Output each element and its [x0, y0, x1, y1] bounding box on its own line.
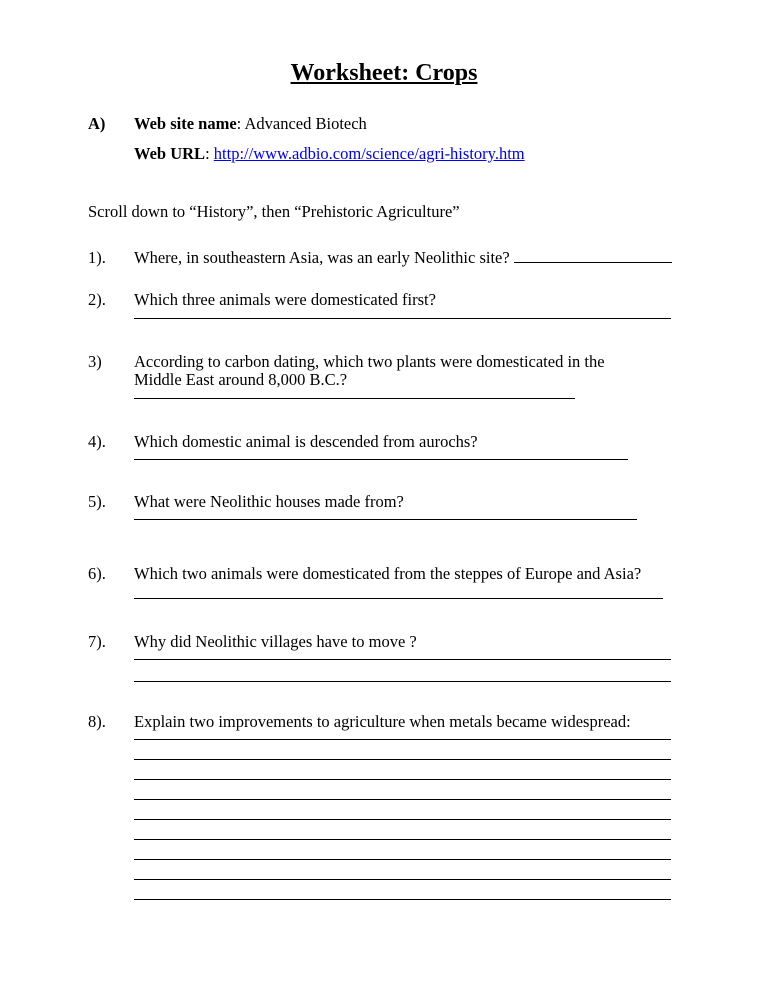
answer-8-line-9[interactable] — [134, 899, 671, 900]
question-8-text: Explain two improvements to agriculture when metals became widespread: — [134, 712, 631, 731]
answer-8-line-7[interactable] — [134, 859, 671, 860]
question-3-number: 3) — [88, 352, 102, 371]
question-6-text: Which two animals were domesticated from the steppes of Europe and Asia? — [134, 564, 642, 583]
answer-8-line-8[interactable] — [134, 879, 671, 880]
worksheet-title: Worksheet: Crops — [290, 60, 478, 86]
question-2-text: Which three animals were domesticated first? — [134, 290, 436, 309]
answer-1-blank[interactable] — [514, 248, 672, 263]
web-url-link[interactable]: http://www.adbio.com/science/agri-history.htm — [213, 144, 525, 163]
question-6-number: 6). — [88, 564, 106, 583]
web-url-separator: : — [205, 144, 214, 163]
answer-8-line-5[interactable] — [134, 819, 671, 820]
answer-2-line[interactable] — [134, 318, 671, 319]
question-4-number: 4). — [88, 432, 106, 451]
question-2-number: 2). — [88, 290, 106, 309]
question-5-number: 5). — [88, 492, 106, 511]
instruction-text: Scroll down to “History”, then “Prehistoric Agriculture” — [88, 202, 460, 221]
question-5-text: What were Neolithic houses made from? — [134, 492, 404, 511]
question-4-text: Which domestic animal is descended from aurochs? — [134, 432, 478, 451]
answer-8-line-4[interactable] — [134, 799, 671, 800]
question-1 — [134, 248, 672, 268]
site-name-label: Web site name — [134, 114, 237, 133]
answer-8-line-2[interactable] — [134, 759, 671, 760]
site-name-value: : Advanced Biotech — [236, 114, 367, 133]
answer-7-line-1[interactable] — [134, 659, 671, 660]
section-a-label: A) — [88, 114, 106, 133]
web-url-label: Web URL — [134, 144, 206, 163]
answer-6-line[interactable] — [134, 598, 663, 599]
question-1-text: Where, in southeastern Asia, was an early Neolithic site? — [134, 248, 510, 267]
question-3-text-line2: Middle East around 8,000 B.C.? — [134, 370, 348, 389]
answer-8-line-3[interactable] — [134, 779, 671, 780]
answer-3-line[interactable] — [134, 398, 575, 399]
question-8-number: 8). — [88, 712, 106, 731]
answer-7-line-2[interactable] — [134, 681, 671, 682]
site-name-row — [134, 114, 367, 134]
question-7-number: 7). — [88, 632, 106, 651]
answer-8-line-1[interactable] — [134, 739, 671, 740]
question-3-text: According to carbon dating, which two plants were domesticated in the — [134, 352, 605, 371]
answer-4-line[interactable] — [134, 459, 628, 460]
question-1-number: 1). — [88, 248, 106, 267]
web-url-row — [134, 144, 525, 164]
answer-8-line-6[interactable] — [134, 839, 671, 840]
answer-5-line[interactable] — [134, 519, 637, 520]
question-7-text: Why did Neolithic villages have to move ? — [134, 632, 417, 651]
